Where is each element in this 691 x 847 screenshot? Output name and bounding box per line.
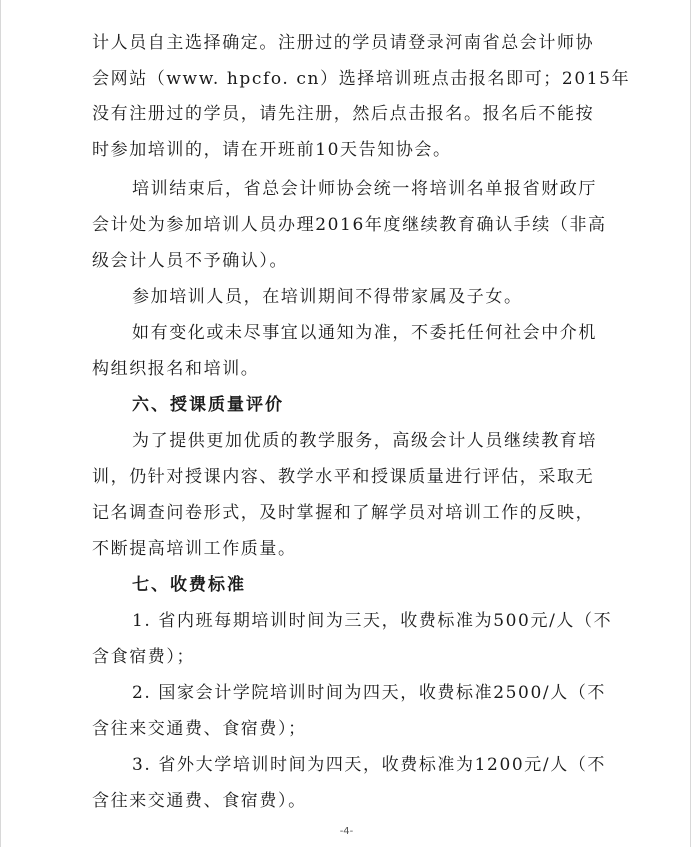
section-heading: 六、授课质量评价: [132, 395, 284, 415]
text-line: 没有注册过的学员，请先注册，然后点击报名。报名后不能按: [92, 104, 595, 124]
paragraph-start: 参加培训人员，在培训期间不得带家属及子女。: [132, 287, 523, 307]
text-line: 构组织报名和培训。: [92, 359, 260, 379]
text-line: 含往来交通费、食宿费）。: [92, 791, 307, 811]
text-line: 含食宿费）；: [92, 647, 196, 667]
text-line: 含往来交通费、食宿费）；: [92, 719, 307, 739]
text-line: 级会计人员不予确认）。: [92, 251, 289, 271]
paragraph-start: 为了提供更加优质的教学服务，高级会计人员继续教育培: [132, 431, 597, 451]
text-line: 会计处为参加培训人员办理2016年度继续教育确认手续（非高: [92, 215, 607, 235]
list-item: 2. 国家会计学院培训时间为四天，收费标准2500/人（不: [132, 683, 607, 703]
list-item: 3. 省外大学培训时间为四天，收费标准为1200元/人（不: [132, 755, 607, 775]
text-line: 记名调查问卷形式，及时掌握和了解学员对培训工作的反映，: [92, 503, 595, 523]
text-line: 会网站（www. hpcfo. cn）选择培训班点击报名即可；2015年: [92, 69, 631, 89]
paragraph-start: 培训结束后，省总会计师协会统一将培训名单报省财政厅: [132, 179, 597, 199]
section-heading: 七、收费标准: [132, 575, 246, 595]
text-line: 计人员自主选择确定。注册过的学员请登录河南省总会计师协: [92, 33, 595, 53]
page-number: -4-: [339, 826, 354, 837]
text-line: 不断提高培训工作质量。: [92, 539, 297, 559]
list-item: 1. 省内班每期培训时间为三天，收费标准为500元/人（不: [132, 611, 613, 631]
text-line: 时参加培训的，请在开班前10天告知协会。: [92, 140, 452, 160]
paragraph-start: 如有变化或未尽事宜以通知为准，不委托任何社会中介机: [132, 323, 597, 343]
text-line: 训，仍针对授课内容、教学水平和授课质量进行评估，采取无: [92, 467, 595, 487]
